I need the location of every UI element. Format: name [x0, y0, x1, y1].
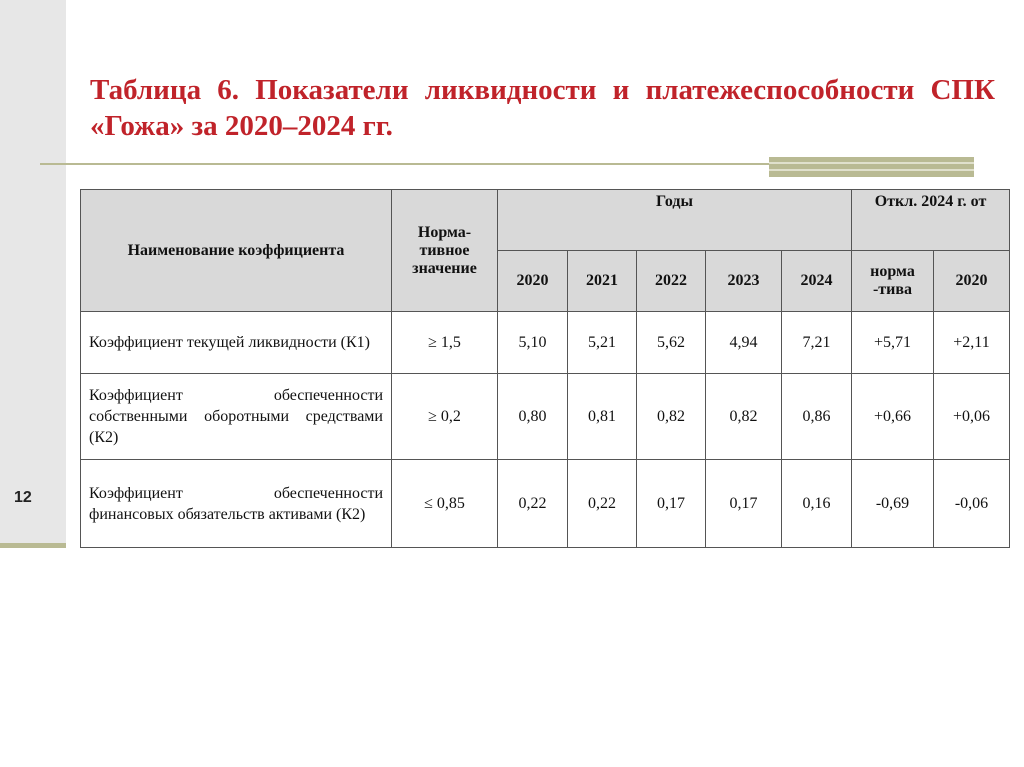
page-number: 12 — [14, 489, 32, 506]
header-norm: Норма-тивное значение — [392, 190, 498, 312]
header-year: 2023 — [706, 251, 782, 312]
header-name: Наименование коэффициента — [81, 190, 392, 312]
side-divider — [0, 543, 66, 548]
header-year: 2024 — [782, 251, 852, 312]
row-value: 0,17 — [637, 460, 706, 548]
row-value: 0,80 — [498, 374, 568, 460]
row-value: 7,21 — [782, 312, 852, 374]
row-value: 0,22 — [498, 460, 568, 548]
row-dev-2020: +0,06 — [934, 374, 1010, 460]
title-divider — [40, 163, 775, 165]
row-dev-norm: +0,66 — [852, 374, 934, 460]
table-row — [81, 460, 1010, 548]
table-row — [81, 312, 1010, 374]
row-dev-norm: +5,71 — [852, 312, 934, 374]
row-value: 0,22 — [568, 460, 637, 548]
header-year: 2021 — [568, 251, 637, 312]
slide-title: Таблица 6. Показатели ликвидности и платежеспособности СПК «Гожа» за 2020–2024 гг. — [90, 74, 995, 142]
header-year: 2022 — [637, 251, 706, 312]
header-dev-norm: норма -тива — [852, 251, 934, 312]
row-value: 0,16 — [782, 460, 852, 548]
header-row — [81, 190, 1010, 251]
liquidity-table — [80, 189, 1010, 548]
row-dev-norm: -0,69 — [852, 460, 934, 548]
table-row — [81, 374, 1010, 460]
row-value: 0,17 — [706, 460, 782, 548]
row-dev-2020: +2,11 — [934, 312, 1010, 374]
row-name: Коэффициент обеспеченности собственными оборотными средствами (К2) — [81, 374, 392, 460]
row-norm: ≥ 0,2 — [392, 374, 498, 460]
header-years: Годы — [498, 190, 852, 251]
header-dev-2020: 2020 — [934, 251, 1010, 312]
header-deviation: Откл. 2024 г. от — [852, 190, 1010, 251]
row-norm: ≥ 1,5 — [392, 312, 498, 374]
header-year: 2020 — [498, 251, 568, 312]
row-name: Коэффициент обеспеченности финансовых обязательств активами (К2) — [81, 460, 392, 548]
row-name: Коэффициент текущей ликвидности (К1) — [81, 312, 392, 374]
row-value: 5,21 — [568, 312, 637, 374]
side-panel — [0, 0, 66, 548]
row-value: 0,82 — [637, 374, 706, 460]
row-value: 0,86 — [782, 374, 852, 460]
row-norm: ≤ 0,85 — [392, 460, 498, 548]
row-value: 5,62 — [637, 312, 706, 374]
row-value: 5,10 — [498, 312, 568, 374]
title-accent-bar — [769, 157, 974, 177]
row-value: 0,81 — [568, 374, 637, 460]
row-dev-2020: -0,06 — [934, 460, 1010, 548]
row-value: 0,82 — [706, 374, 782, 460]
row-value: 4,94 — [706, 312, 782, 374]
